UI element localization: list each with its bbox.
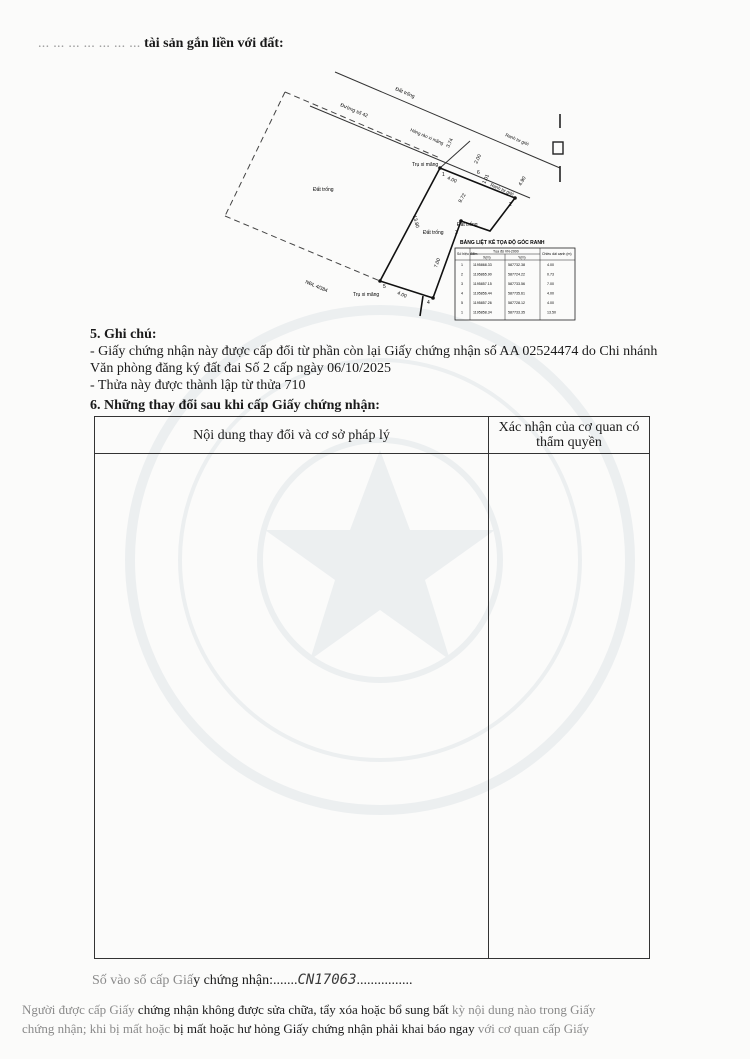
coord-cell-len: 7.00 xyxy=(547,282,554,286)
coord-cell-len: 4.00 xyxy=(547,263,554,267)
changes-table xyxy=(94,416,650,959)
point-4: 4 xyxy=(427,300,430,306)
road-top-label: Đất trống xyxy=(394,86,416,100)
coord-cell-len: 0.73 xyxy=(547,272,554,277)
point-3: 3 xyxy=(455,230,458,236)
north-arrow-icon xyxy=(553,114,563,182)
coord-cell-y: 587735.61 xyxy=(508,291,525,296)
coord-cell-y: 587728.12 xyxy=(508,301,525,305)
changes-title: 6. Những thay đổi sau khi cấp Giấy chứng nhận: xyxy=(90,398,380,413)
coord-table-title: BẢNG LIỆT KÊ TỌA ĐỘ GÓC RANH xyxy=(460,240,545,246)
coord-cell-y: 587724.22 xyxy=(508,272,525,277)
point-1: 1 xyxy=(442,172,445,178)
dim-top: 4.00 xyxy=(446,175,458,185)
boundary-top-label: Ranh tư giới xyxy=(504,132,530,147)
dim-wall: 3.74 xyxy=(445,137,455,149)
coord-cell-pt: 1 xyxy=(461,310,463,315)
coord-cell-len: 13.50 xyxy=(547,310,556,315)
boundary-mid-label: Ranh tư giới xyxy=(489,182,515,197)
changes-content-cell xyxy=(95,454,489,959)
neighbor-label: NĐL 4/384 xyxy=(304,279,329,295)
coord-cell-pt: 3 xyxy=(461,282,463,286)
changes-col-approval: Xác nhận của cơ quan có thẩm quyền xyxy=(489,417,650,454)
coord-cell-y: 587733.56 xyxy=(508,282,525,286)
footer-line-1: Người được cấp Giấy chứng nhận không được sửa chữa, tẩy xóa hoặc bổ sung bất kỳ nội dung nào trong Giấy xyxy=(22,1002,596,1017)
coord-cell-pt: 2 xyxy=(461,272,463,277)
road-name-label: Đường số 42 xyxy=(339,102,369,120)
coord-cell-pt: 4 xyxy=(461,291,463,296)
footer-line-2: chứng nhận; khi bị mất hoặc bị mất hoặc hư hỏng Giấy chứng nhận phải khai báo ngay với cơ quan cấp Giấy xyxy=(22,1021,590,1036)
land-plot-diagram xyxy=(215,66,585,336)
dim-right: 7.00 xyxy=(433,257,443,269)
coord-cell-x: 1195856.44 xyxy=(473,291,492,296)
notes-title: 5. Ghi chú: xyxy=(90,327,157,342)
coordinate-table xyxy=(455,238,575,320)
changes-col-content: Nội dung thay đổi và cơ sở pháp lý xyxy=(95,417,489,454)
dim-top-right: 4.90 xyxy=(517,175,528,187)
dim-mid: 9.72 xyxy=(457,192,468,204)
coord-cell-x: 1195868.33 xyxy=(473,263,492,267)
vacant-right-label: Đất trống xyxy=(457,222,478,228)
point-2: 2 xyxy=(509,202,512,208)
dim-bottom: 4.00 xyxy=(396,290,408,300)
assets-heading: ... ... ... ... ... ... ... tài sản gắn liền với đất: xyxy=(38,36,284,51)
pillar-bottom-label: Trụ xi măng xyxy=(353,292,380,298)
pillar-top-label: Trụ xi măng xyxy=(412,162,439,168)
coord-cell-x: 1195857.26 xyxy=(473,301,492,305)
coord-head-x: X(m) xyxy=(483,255,491,260)
vacant-left-label: Đất trống xyxy=(313,187,334,193)
note-line-1: - Giấy chứng nhận này được cấp đổi từ phần còn lại Giấy chứng nhận số AA 02524474 do Chi nhánh Văn phòng đăng ký đất đai Số 2 cấp ngày 06/10/2025 xyxy=(90,344,658,376)
note-line-2: - Thửa này được thành lập từ thửa 710 xyxy=(90,378,306,393)
coord-cell-pt: 5 xyxy=(461,301,463,305)
coord-cell-pt: 1 xyxy=(461,263,463,267)
wall-label: Hàng rào xi măng xyxy=(409,127,445,146)
coord-head-y: Y(m) xyxy=(518,255,526,260)
coord-cell-x: 1195865.90 xyxy=(473,272,492,277)
certificate-number-line: Số vào sổ cấp Giấy chứng nhận:.......CN17063................ xyxy=(92,972,413,988)
dim-left: 13.80 xyxy=(411,214,421,229)
coord-cell-len: 4.00 xyxy=(547,291,554,296)
coord-head-sys: Tọa độ VN-2000 xyxy=(493,249,519,254)
point-6: 6 xyxy=(477,170,480,176)
vacant-mid-label: Đất trống xyxy=(423,230,444,236)
coord-cell-y: 587732.38 xyxy=(508,263,525,267)
coord-cell-x: 1195857.15 xyxy=(473,282,492,286)
coord-cell-len: 4.00 xyxy=(547,301,554,305)
certificate-number: CN17063 xyxy=(297,972,357,988)
coord-head-pt: Số hiệu điểm xyxy=(457,252,478,256)
coord-cell-y: 587733.35 xyxy=(508,310,525,315)
coord-cell-x: 1195858.34 xyxy=(473,310,492,315)
coord-head-len: Chiều dài cạnh (m) xyxy=(542,252,572,256)
point-5: 5 xyxy=(383,284,386,290)
dim-tr2: 1.01 xyxy=(481,173,491,185)
dim-tr1: 2.00 xyxy=(473,153,483,165)
changes-approval-cell xyxy=(489,454,650,959)
notes-section xyxy=(90,326,660,394)
